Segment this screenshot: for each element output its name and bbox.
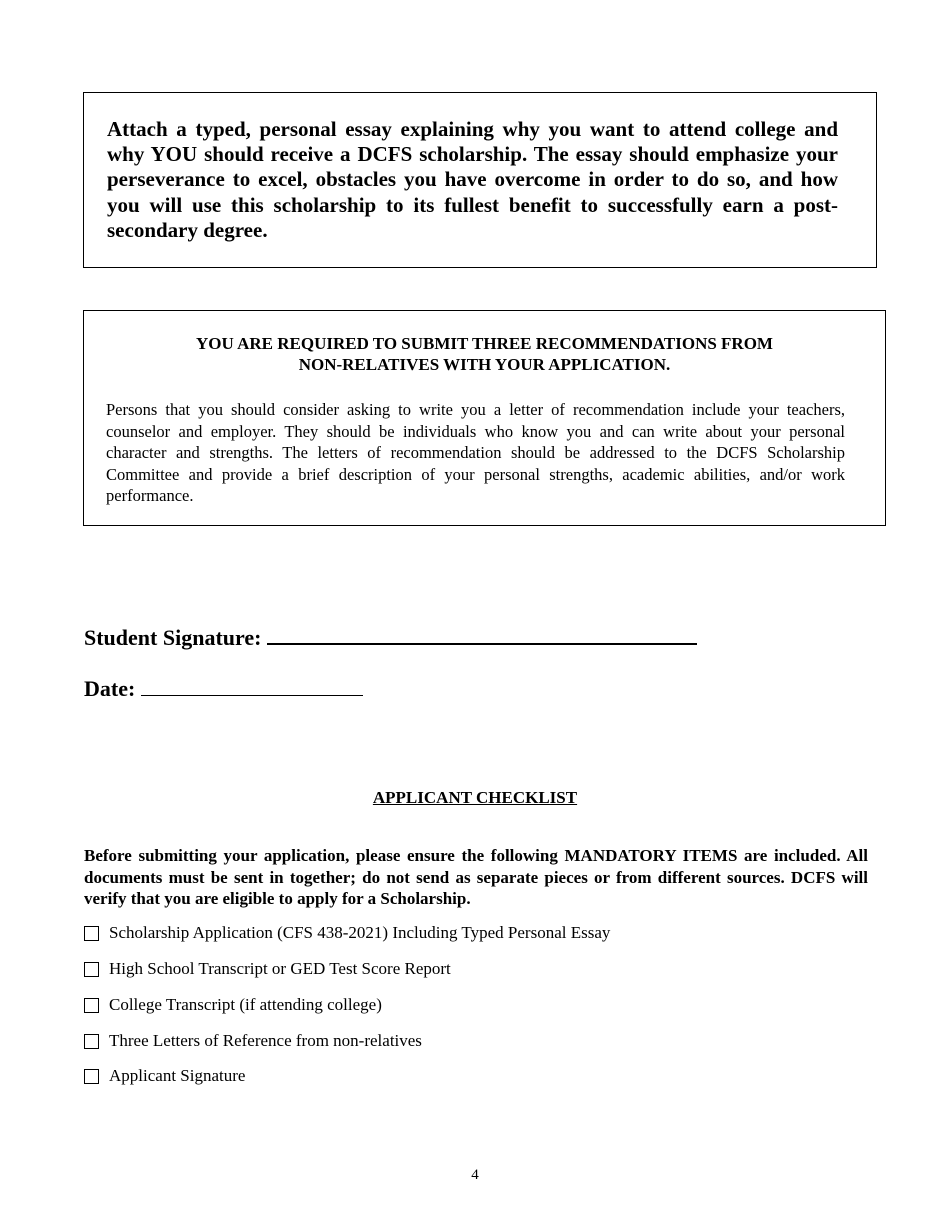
recommendations-heading-line1: YOU ARE REQUIRED TO SUBMIT THREE RECOMMENDATIONS FROM [196, 334, 773, 353]
date-field[interactable] [141, 694, 363, 696]
date-label: Date: [84, 676, 136, 701]
checkbox-icon[interactable] [84, 962, 99, 977]
checkbox-icon[interactable] [84, 926, 99, 941]
checklist-item-label: Scholarship Application (CFS 438-2021) Including Typed Personal Essay [109, 923, 611, 942]
essay-instructions-box [83, 92, 877, 268]
date-row [84, 676, 363, 702]
recommendations-heading [106, 333, 845, 375]
recommendations-heading-line2: NON-RELATIVES WITH YOUR APPLICATION. [298, 355, 671, 374]
student-signature-label: Student Signature: [84, 625, 262, 650]
essay-instructions-text: Attach a typed, personal essay explaining why you want to attend college and why YOU should receive a DCFS scholarship. The essay should emphasize your perseverance to excel, obstacles you have overcome in order to do so, and how you will use this scholarship to its fullest benefit to successfully earn a post-secondary degree. [107, 117, 838, 242]
checklist-intro: Before submitting your application, please ensure the following MANDATORY ITEMS are included. All documents must be sent in together; do not send as separate pieces or from different sources. DCFS will verify that you are eligible to apply for a Scholarship. [84, 846, 868, 908]
student-signature-row [84, 625, 697, 651]
checklist-item-application[interactable] [84, 923, 610, 943]
recommendations-body: Persons that you should consider asking to write you a letter of recommendation include your teachers, counselor and employer. They should be individuals who know you and can write about your personal character and strengths. The letters of recommendation should be addressed to the DCFS Scholarship Committee and provide a brief description of your personal strengths, academic abilities, and/or work performance. [106, 400, 845, 505]
checklist-item-label: Three Letters of Reference from non-relatives [109, 1031, 422, 1050]
checklist-item-signature[interactable] [84, 1066, 245, 1086]
page-number: 4 [471, 1167, 479, 1183]
checklist-item-college-transcript[interactable] [84, 995, 382, 1015]
checklist-title: APPLICANT CHECKLIST [372, 788, 578, 807]
checklist-item-references[interactable] [84, 1031, 422, 1051]
checklist-item-label: Applicant Signature [109, 1066, 246, 1085]
checklist-item-label: High School Transcript or GED Test Score Report [109, 959, 451, 978]
checklist-item-transcript[interactable] [84, 959, 451, 979]
checkbox-icon[interactable] [84, 1069, 99, 1084]
checkbox-icon[interactable] [84, 1034, 99, 1049]
recommendations-box [83, 310, 886, 526]
checkbox-icon[interactable] [84, 998, 99, 1013]
student-signature-field[interactable] [267, 642, 697, 645]
checklist-item-label: College Transcript (if attending college) [109, 995, 382, 1014]
